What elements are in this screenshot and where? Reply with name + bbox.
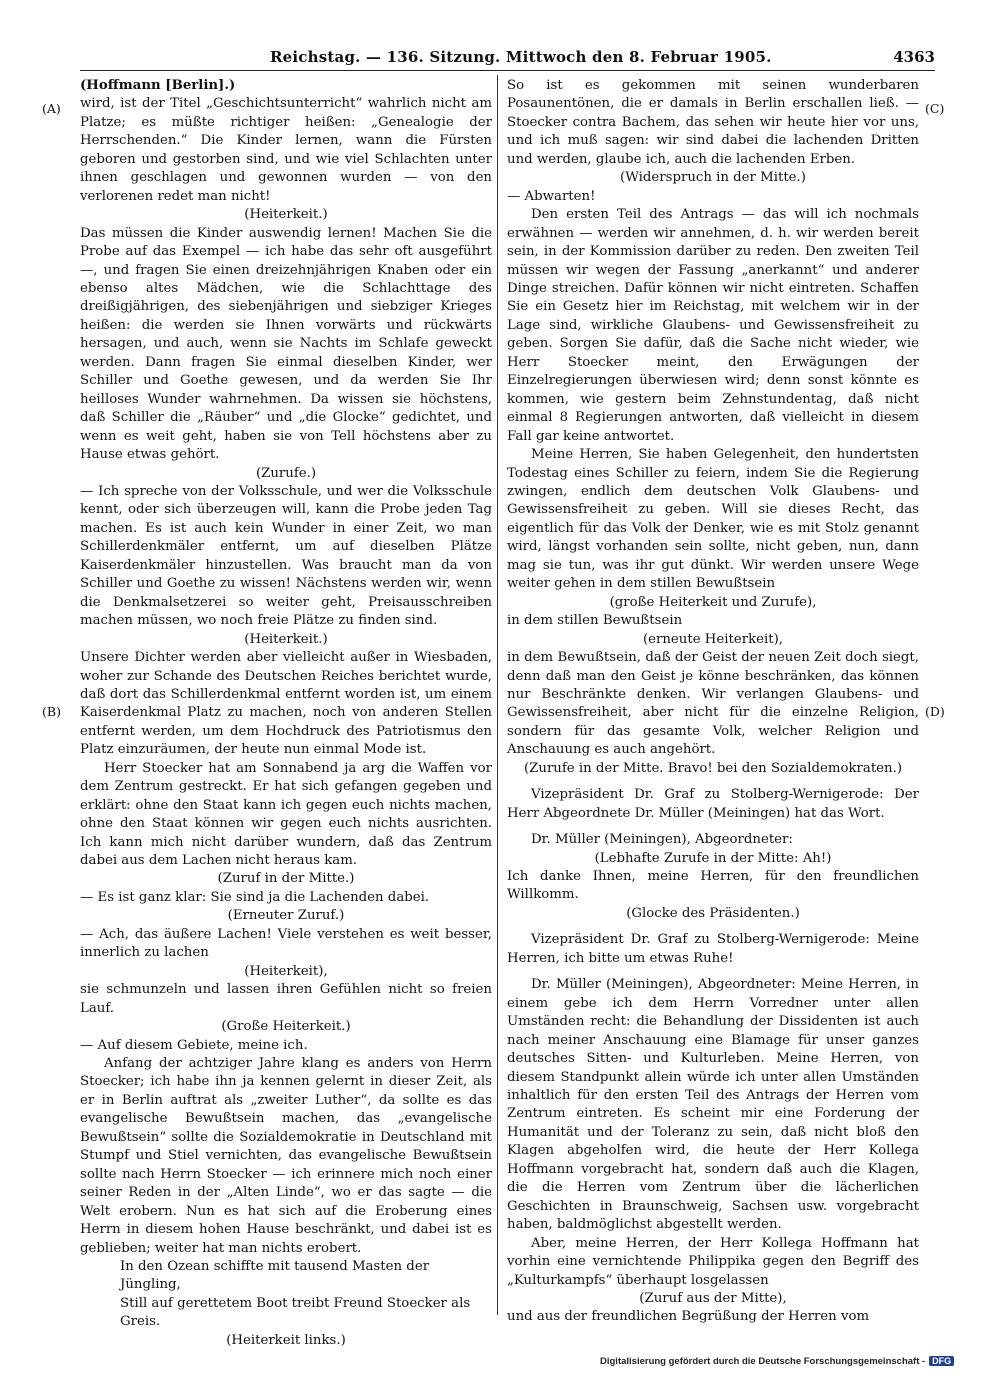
paragraph: Ich danke Ihnen, meine Herren, für den freundlichen Willkomm. <box>507 869 919 903</box>
paragraph: wird, ist der Titel „Geschichtsunterricht“ wahrlich nicht am Platze; es müßte richtiger heißen: „Genealogie der Herrschenden.“ Die Kinder lernen, wann die Fürsten geboren und gestorben sind, und wie viel Schlachten unter ihnen geschlagen und gewonnen wurden — von den verlorenen redet man nicht! <box>80 96 492 204</box>
dfg-logo: DFG <box>929 1356 954 1366</box>
interjection: (Glocke des Präsidenten.) <box>626 905 800 921</box>
running-title: Reichstag. — 136. Sitzung. Mittwoch den 8. Februar 1905. <box>270 48 772 66</box>
interjection: (Große Heiterkeit.) <box>221 1019 351 1035</box>
interjection: (Heiterkeit.) <box>244 631 328 647</box>
interjection: (Heiterkeit), <box>244 963 328 979</box>
verse-line: Still auf gerettetem Boot treibt Freund Stoecker als Greis. <box>120 1295 471 1330</box>
paragraph: Dr. Müller (Meiningen), Abgeordneter: Meine Herren, in einem gebe ich dem Herrn Vorredner unter allen Umständen recht: die Behandlung der Dissidenten ist auch nach meiner Anschauung eine Blamage für unser ganzes deutsches Sitten- und Kulturleben. Meine Herren, von diesem Standpunkt allein würde ich unter allen Umständen inhaltlich für den ersten Teil des Antrags der Herren vom Zentrum eintreten. Es scheint mir eine Forderung der Humanität und der Toleranz zu sein, daß nicht bloß den Klagen abgeholfen wird, die heute der Herr Kollega Hoffmann vorgebracht hat, sondern daß auch die Klagen, die die Herren vom Zentrum über die lächerlichen Geschichten in Braunschweig, Sachsen usw. vorgebracht haben, baldmöglichst abgestellt werden. <box>507 977 919 1233</box>
paragraph: Den ersten Teil des Antrags — das will ich nochmals erwähnen — werden wir annehmen, d. h. wir werden bereit sein, in der Kommission darüber zu reden. Den zweiten Teil müssen wir wegen der Fassung „anerkannt“ und anderer Dinge streichen. Dafür können wir nicht eintreten. Schaffen Sie ein Gesetz hier im Reichstag, mit welchem wir in der Lage sind, wirkliche Glaubens- und Gewissensfreiheit zu geben. Sorgen Sie dafür, daß die Sache nicht wieder, wie Herr Stoecker meint, den Erwägungen der Einzelregierungen überwiesen wird; denn sonst könnte es kommen, wie gestern beim Zehnstundentag, daß nicht einmal 8 Regierungen antworten, daß vielleicht in diesem Fall gar keine antwortet. <box>507 207 919 444</box>
paragraph: Unsere Dichter werden aber vielleicht außer in Wiesbaden, woher zur Schande des Deutschen Reiches berichtet wurde, daß dort das Schillerdenkmal entfernt worden ist, um einem Kaiserdenkmal Platz zu machen, noch von anderen Stellen entfernt werden, um dem Hochdruck des Patriotismus den Platz einzuräumen, der heute nun einmal Mode ist. <box>80 650 492 758</box>
interjection: (große Heiterkeit und Zurufe), <box>609 594 817 610</box>
paragraph: Meine Herren, Sie haben Gelegenheit, den hundertsten Todestag eines Schiller zu feiern, indem Sie die Regierung zwingen, endlich dem deutschen Volk Glaubens- und Gewissensfreiheit zu geben. Will sie dieses Recht, das eigentlich für das Volk der Denker, wie es mit Stolz genannt wird, längst vorhanden sein sollte, nicht geben, nun, dann mag sie tun, was ihr gut dünkt. Wir werden unsere Wege weiter gehen in dem stillen Bewußtsein <box>507 447 919 592</box>
paragraph: in dem stillen Bewußtsein <box>507 613 683 629</box>
footer-text: Digitalisierung gefördert durch die Deutsche Forschungsgemeinschaft - <box>600 1356 926 1367</box>
paragraph: Aber, meine Herren, der Herr Kollega Hoffmann hat vorhin eine vernichtende Philippika gegen den Begriff des „Kulturkampfs“ überhaupt losgelassen <box>507 1235 919 1288</box>
speaker-tag: (Hoffmann [Berlin].) <box>80 78 236 93</box>
paragraph: — Auf diesem Gebiete, meine ich. <box>80 1037 308 1053</box>
interjection: (Zurufe.) <box>255 465 317 481</box>
paragraph: So ist es gekommen mit seinen wunderbaren Posaunentönen, die er damals in Berlin erschallen ließ. — Stoecker contra Bachem, das sehen wir heute hier vor uns, und ich muß sagen: wir sind dabei die lachenden Dritten und werden, glaube ich, auch die lachenden Erben. <box>507 78 919 167</box>
interjection: (Lebhafte Zurufe in der Mitte: Ah!) <box>594 850 832 866</box>
paragraph: Anfang der achtziger Jahre klang es anders von Herrn Stoecker; ich habe ihn ja kennen gelernt in dieser Zeit, als er in Berlin auftrat als „zweiter Luther“, da sollte es das evangelische Bewußtsein machen, das „evangelische Bewußtsein“ sollte die Sozialdemokratie in Deutschland mit Stumpf und Stiel vernichten, das evangelische Bewußtsein sollte nach Herrn Stoecker — ich erinnere mich noch einer seiner Reden in der „Alten Linde“, wo er das sagte — die Welt erobern. Nun es hat sich auf die Eroberung eines Herrn in diesem hohen Hause beschränkt, und dabei ist es geblieben; weiter hat man nichts erobert. <box>80 1056 492 1256</box>
margin-marker-a: (A) <box>42 101 61 116</box>
paragraph: — Abwarten! <box>507 188 596 204</box>
footer-credit <box>600 1356 954 1367</box>
paragraph: — Ach, das äußere Lachen! Viele verstehen es weit besser, innerlich zu lachen <box>80 926 492 961</box>
verse-line: In den Ozean schiffte mit tausend Masten der Jüngling, <box>120 1259 430 1293</box>
interjection: (Zuruf aus der Mitte), <box>639 1291 787 1306</box>
paragraph: und aus der freundlichen Begrüßung der Herren vom <box>507 1309 870 1325</box>
president-remark: Vizepräsident Dr. Graf zu Stolberg-Wernigerode: Der Herr Abgeordnete Dr. Müller (Meiningen) hat das Wort. <box>507 787 919 821</box>
page-number: 4363 <box>893 48 935 66</box>
interjection: (Erneuter Zuruf.) <box>227 908 345 924</box>
paragraph: Das müssen die Kinder auswendig lernen! Machen Sie die Probe auf das Exempel — ich habe das sehr oft ausgeführt —, und fragen Sie einen dreizehnjährigen Knaben oder ein ebenso altes Mädchen, wie die Schlachttage des dreißigjährigen, des siebenjährigen und siebziger Krieges heißen: die werden sie Ihnen vorwärts und rückwärts hersagen, und auch, wenn sie Nachts im Schlafe geweckt werden. Dann fragen Sie einmal dieselben Kinder, wer Schiller und Goethe gewesen, und da werden Sie Ihr heilloses Wunder wahrnehmen. Da wissen sie höchstens, daß Schiller die „Räuber“ und „die Glocke“ gedichtet, und wenn es weit geht, haben sie von Tell höchstens aber zu Hause etwas gehört. <box>80 225 492 463</box>
margin-marker-b: (B) <box>42 704 61 719</box>
paragraph: sie schmunzeln und lassen ihren Gefühlen nicht so freien Lauf. <box>80 982 492 1016</box>
interjection: (Heiterkeit.) <box>244 207 328 223</box>
interjection: (erneute Heiterkeit), <box>642 631 784 647</box>
interjection: (Widerspruch in der Mitte.) <box>620 170 806 186</box>
column-divider <box>497 75 498 1315</box>
paragraph: Herr Stoecker hat am Sonnabend ja arg die Waffen vor dem Zentrum gestreckt. Er hat sich gefangen gegeben und erklärt: ohne den Staat kann ich gegen euch nichts machen, ohne den Staat können wir gegen euch nichts ausrichten. Ich kann mich nicht darüber wundern, daß das Zentrum dabei aus dem Lachen nicht heraus kam. <box>80 760 492 869</box>
margin-marker-c: (C) <box>925 101 945 116</box>
speaker-tag: Dr. Müller (Meiningen), Abgeordneter: <box>531 832 793 848</box>
paragraph: in dem Bewußtsein, daß der Geist der neuen Zeit doch siegt, denn daß man den Geist je könne beschränken, das können nur Beschränkte denken. Wir verlangen Glaubens- und Gewissensfreiheit, aber nicht für die einzelne Religion, sondern für das gesamte Volk, welcher Religion und Anschauung es auch angehört. <box>507 650 919 758</box>
right-column <box>507 77 919 1327</box>
president-remark: Vizepräsident Dr. Graf zu Stolberg-Wernigerode: Meine Herren, ich bitte um etwas Ruhe! <box>507 932 919 966</box>
page-header <box>80 48 935 71</box>
interjection: (Heiterkeit links.) <box>226 1332 346 1348</box>
paragraph: — Es ist ganz klar: Sie sind ja die Lachenden dabei. <box>80 889 430 905</box>
margin-marker-d: (D) <box>925 704 945 719</box>
interjection: (Zurufe in der Mitte. Bravo! bei den Sozialdemokraten.) <box>523 760 903 776</box>
left-column <box>80 77 492 1350</box>
paragraph: — Ich spreche von der Volksschule, und wer die Volksschule kennt, oder sich überzeugen will, kann die Probe jeden Tag machen. Es ist auch kein Wunder in einer Zeit, wo man Schillerdenkmäler entfernt, um auf dieselben Plätze Kaiserdenkmäler hinzustellen. Was braucht man da von Schiller und Goethe zu wissen! Nächstens werden wir, wenn die Denkmalsetzerei so weiter geht, Preisausschreiben machen müssen, wo noch freie Plätze zu finden sind. <box>80 483 492 629</box>
interjection: (Zuruf in der Mitte.) <box>217 871 355 887</box>
